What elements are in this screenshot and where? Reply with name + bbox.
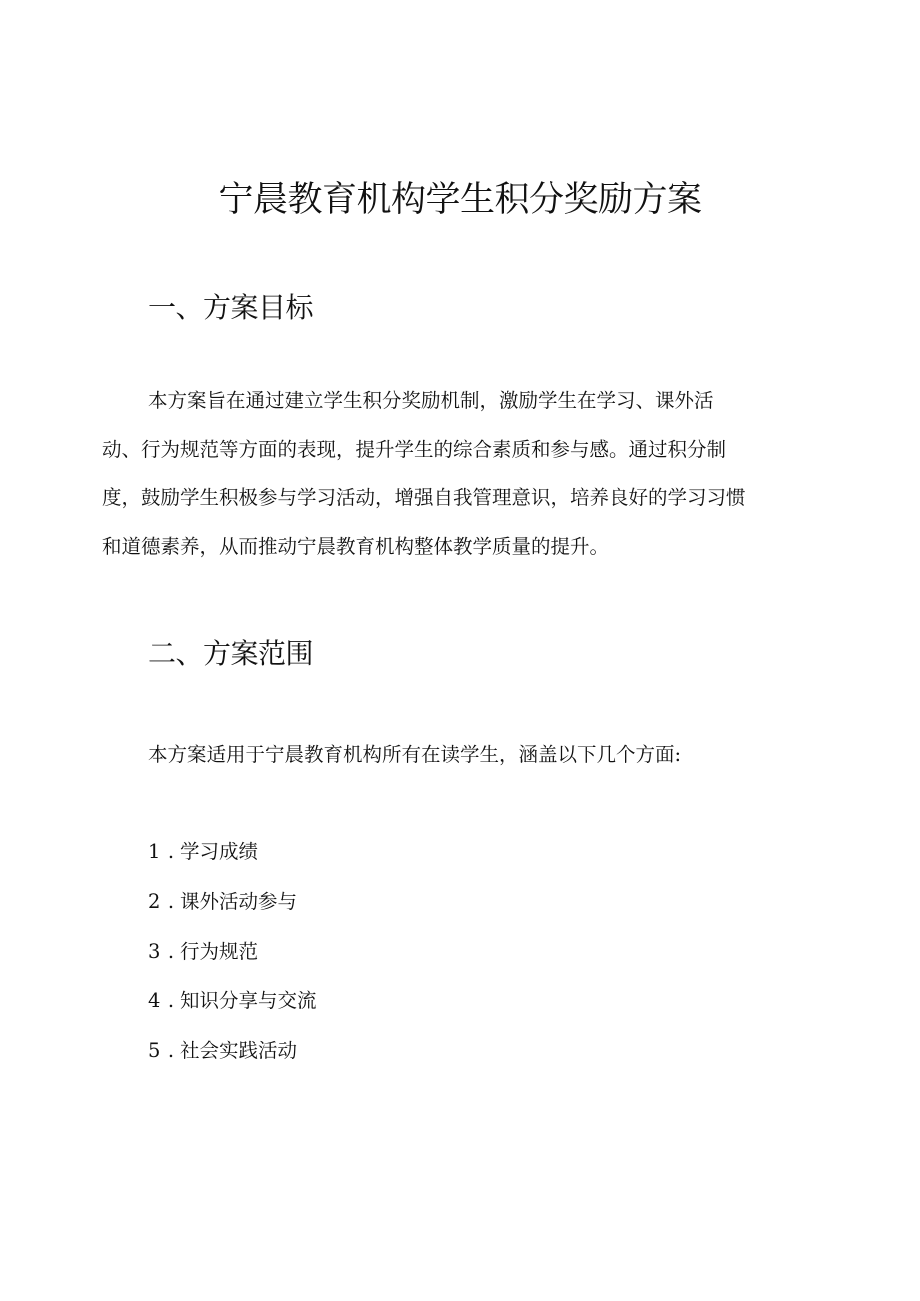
list-item-dot: .	[167, 939, 175, 963]
list-item-dot: .	[167, 989, 175, 1013]
list-item-text: 社会实践活动	[180, 1039, 298, 1063]
list-item	[148, 838, 317, 866]
list-item	[148, 1037, 317, 1065]
list-item-number: 3	[148, 939, 161, 963]
list-item-number: 2	[148, 889, 161, 913]
list-item-number: 4	[148, 989, 161, 1013]
list-item	[148, 888, 317, 916]
list-item-text: 学习成绩	[180, 840, 259, 863]
section-heading-goals: 一、方案目标	[148, 291, 314, 324]
list-item-text: 课外活动参与	[180, 889, 298, 913]
list-item-number: 1	[148, 840, 161, 863]
list-item-text: 知识分享与交流	[180, 989, 317, 1013]
scope-list	[148, 838, 317, 1087]
list-item-dot: .	[167, 889, 175, 913]
list-item-dot: .	[167, 1039, 175, 1063]
goals-paragraph-line: 本方案旨在通过建立学生积分奖励机制，激励学生在学习、课外活	[148, 389, 714, 412]
goals-paragraph-line: 和道德素养，从而推动宁晨教育机构整体教学质量的提升。	[102, 535, 610, 558]
list-item-number: 5	[148, 1039, 161, 1063]
list-item	[148, 938, 317, 966]
document-title: 宁晨教育机构学生积分奖励方案	[218, 180, 702, 220]
list-item-dot: .	[167, 840, 175, 863]
list-item-text: 行为规范	[180, 939, 259, 963]
scope-intro-text: 本方案适用于宁晨教育机构所有在读学生，涵盖以下几个方面:	[148, 743, 682, 766]
goals-paragraph-line: 动、行为规范等方面的表现，提升学生的综合素质和参与感。通过积分制	[102, 438, 727, 461]
section-heading-scope: 二、方案范围	[148, 637, 314, 670]
list-item	[148, 987, 317, 1015]
goals-paragraph-line: 度，鼓励学生积极参与学习活动，增强自我管理意识，培养良好的学习习惯	[102, 486, 746, 509]
